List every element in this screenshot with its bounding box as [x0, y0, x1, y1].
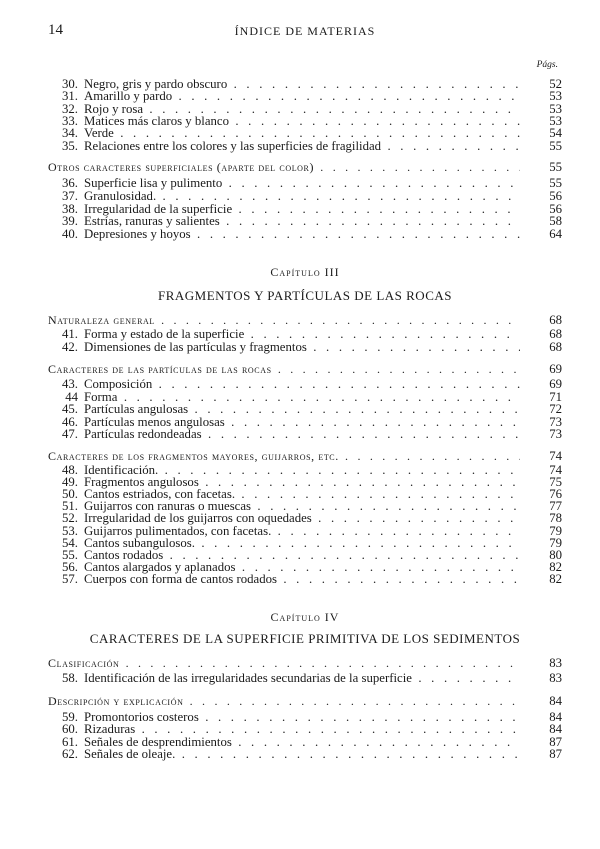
- entry-page-number: 53: [549, 113, 562, 128]
- entry-page-number: 69: [549, 377, 562, 391]
- entry-title: Rizaduras . . .: [84, 722, 520, 737]
- section-page-number: 69: [549, 362, 562, 376]
- entry-page-number: 56: [549, 201, 562, 216]
- entry-number: 52.: [62, 511, 78, 526]
- entry-title: Guijarros pulimentados, con facetas. . . .: [84, 524, 520, 539]
- entry-title: Cantos alargados y aplanados . . .: [84, 560, 520, 575]
- entry-title: Señales de desprendimientos . . .: [84, 735, 520, 750]
- entry-page-number: 73: [549, 414, 562, 429]
- entry-title: Rojo y rosa . . .: [84, 102, 520, 117]
- toc-entry: [48, 227, 562, 242]
- entry-page-number: 79: [549, 535, 562, 550]
- section-page-number: 74: [549, 449, 562, 463]
- entry-number: 61.: [62, 734, 78, 749]
- chapter-title: FRAGMENTOS Y PARTÍCULAS DE LAS ROCAS: [157, 288, 452, 303]
- entry-number: 33.: [62, 113, 78, 128]
- entry-title: Promontorios costeros . . .: [84, 710, 520, 725]
- entry-number: 34.: [62, 126, 78, 141]
- entry-page-number: 74: [549, 463, 562, 477]
- entry-number: 32.: [62, 101, 78, 116]
- entry-title: Cantos rodados . . .: [84, 548, 520, 563]
- entry-page-number: 53: [549, 101, 562, 116]
- entry-title: Irregularidad de la superficie . . .: [84, 202, 520, 217]
- entry-page-number: 78: [549, 511, 562, 526]
- entry-number: 44: [65, 389, 78, 404]
- section-heading-label: Caracteres de los fragmentos mayores, guijarros, etc. . . .: [48, 449, 520, 464]
- entry-number: 50.: [62, 487, 78, 502]
- entry-title: Granulosidad. . . .: [84, 189, 520, 204]
- entry-number: 59.: [62, 710, 78, 724]
- entry-title: Relaciones entre los colores y las superficies de fragilidad . . .: [84, 139, 520, 154]
- toc-entry: [48, 427, 562, 442]
- section-page-number: 84: [549, 694, 562, 708]
- entry-page-number: 68: [549, 339, 562, 354]
- entry-page-number: 73: [549, 427, 562, 442]
- entry-number: 49.: [62, 475, 78, 490]
- entry-title: Estrías, ranuras y salientes . . .: [84, 214, 520, 229]
- entry-number: 47.: [62, 427, 78, 442]
- entry-title: Identificación. . . .: [84, 463, 520, 478]
- entry-number: 58.: [62, 671, 78, 685]
- entry-page-number: 55: [549, 176, 562, 190]
- entry-title: Partículas angulosas . . .: [84, 402, 520, 417]
- entry-page-number: 54: [549, 126, 562, 141]
- running-title: ÍNDICE DE MATERIAS: [234, 24, 376, 38]
- entry-title: Guijarros con ranuras o muescas . . .: [84, 499, 520, 514]
- entry-page-number: 53: [549, 89, 562, 104]
- section-heading-label: Descripción y explicación . . .: [48, 694, 520, 709]
- entry-title: Irregularidad de los guijarros con oquedades . . .: [84, 511, 520, 526]
- section-heading-clasificacion: [48, 656, 562, 671]
- section-heading-label: Caracteres de las partículas de las rocas . . .: [48, 362, 520, 377]
- entry-title: Negro, gris y pardo obscuro . . .: [84, 77, 520, 92]
- entry-number: 36.: [62, 176, 78, 190]
- entry-title: Composición . . .: [84, 377, 520, 392]
- entry-page-number: 75: [549, 475, 562, 490]
- entry-page-number: 56: [549, 188, 562, 203]
- entry-number: 40.: [62, 227, 78, 242]
- entry-title: Forma . . .: [84, 390, 520, 405]
- entry-number: 56.: [62, 559, 78, 574]
- entry-number: 53.: [62, 523, 78, 538]
- entry-number: 60.: [62, 722, 78, 737]
- entry-number: 51.: [62, 499, 78, 514]
- entry-number: 42.: [62, 339, 78, 354]
- entry-number: 35.: [62, 138, 78, 153]
- entry-page-number: 84: [549, 710, 562, 724]
- entry-title: Identificación de las irregularidades secundarias de la superficie . . .: [84, 671, 520, 686]
- entry-page-number: 55: [549, 138, 562, 153]
- entry-title: Fragmentos angulosos . . .: [84, 475, 520, 490]
- entry-page-number: 82: [549, 571, 562, 586]
- entry-page-number: 77: [549, 499, 562, 514]
- entry-page-number: 68: [549, 327, 562, 341]
- chapter-title: CARACTERES DE LA SUPERFICIE PRIMITIVA DE LOS SEDIMENTOS: [89, 631, 521, 646]
- entry-page-number: 80: [549, 547, 562, 562]
- entry-number: 38.: [62, 201, 78, 216]
- entry-title: Dimensiones de las partículas y fragmentos . . .: [84, 340, 520, 355]
- entry-page-number: 87: [549, 734, 562, 749]
- entry-number: 31.: [62, 89, 78, 104]
- section-heading-label: Clasificación . . .: [48, 656, 520, 671]
- toc-entry: [48, 139, 562, 154]
- entry-title: Matices más claros y blanco . . .: [84, 114, 520, 129]
- entry-page-number: 58: [549, 214, 562, 229]
- entry-number: 41.: [62, 327, 78, 341]
- entry-number: 37.: [62, 188, 78, 203]
- entry-title: Depresiones y hoyos . . .: [84, 227, 520, 242]
- entry-title: Partículas menos angulosas . . .: [84, 415, 520, 430]
- entry-number: 57.: [62, 571, 78, 586]
- page-header: [48, 22, 562, 40]
- pages-column-label: Págs.: [536, 60, 558, 70]
- entry-title: Verde . . .: [84, 126, 520, 141]
- entry-page-number: 71: [549, 389, 562, 404]
- chapter-label: Capítulo III: [270, 265, 340, 279]
- section-heading-label: Otros caracteres superficiales (aparte del color) . . .: [48, 160, 520, 175]
- section-heading-otros: [48, 160, 562, 175]
- section-page-number: 68: [549, 313, 562, 327]
- entry-title: Cantos estriados, con facetas. . . .: [84, 487, 520, 502]
- toc-entry: [48, 671, 562, 686]
- entry-page-number: 64: [549, 227, 562, 242]
- entry-title: Forma y estado de la superficie . . .: [84, 327, 520, 342]
- entry-number: 55.: [62, 547, 78, 562]
- entry-title: Amarillo y pardo . . .: [84, 89, 520, 104]
- entry-page-number: 79: [549, 523, 562, 538]
- entry-number: 54.: [62, 535, 78, 550]
- entry-number: 62.: [62, 746, 78, 761]
- chapter-label: Capítulo IV: [270, 610, 340, 624]
- entry-title: Cantos subangulosos. . . .: [84, 536, 520, 551]
- section-page-number: 83: [549, 656, 562, 670]
- entry-title: Superficie lisa y pulimento . . .: [84, 176, 520, 191]
- section-heading-particulas: [48, 362, 562, 377]
- entry-page-number: 82: [549, 559, 562, 574]
- entry-title: Partículas redondeadas . . .: [84, 427, 520, 442]
- toc-entry: [48, 747, 562, 762]
- entry-number: 48.: [62, 463, 78, 477]
- entry-number: 45.: [62, 402, 78, 417]
- toc-entry: [48, 340, 562, 355]
- section-heading-label: Naturaleza general . . .: [48, 313, 520, 328]
- entry-page-number: 76: [549, 487, 562, 502]
- toc-entry: [48, 572, 562, 587]
- entry-page-number: 72: [549, 402, 562, 417]
- entry-number: 39.: [62, 214, 78, 229]
- entry-page-number: 84: [549, 722, 562, 737]
- section-heading-descripcion: [48, 694, 562, 709]
- entry-page-number: 52: [549, 77, 562, 91]
- section-heading-fragmentos: [48, 449, 562, 464]
- entry-page-number: 83: [549, 671, 562, 685]
- entry-number: 30.: [62, 77, 78, 91]
- entry-title: Señales de oleaje. . . .: [84, 747, 520, 762]
- entry-number: 43.: [62, 377, 78, 391]
- page-number: 14: [48, 22, 63, 38]
- section-page-number: 55: [549, 160, 562, 174]
- entry-number: 46.: [62, 414, 78, 429]
- entry-page-number: 87: [549, 746, 562, 761]
- entry-title: Cuerpos con forma de cantos rodados . . .: [84, 572, 520, 587]
- section-heading-naturaleza: [48, 313, 562, 328]
